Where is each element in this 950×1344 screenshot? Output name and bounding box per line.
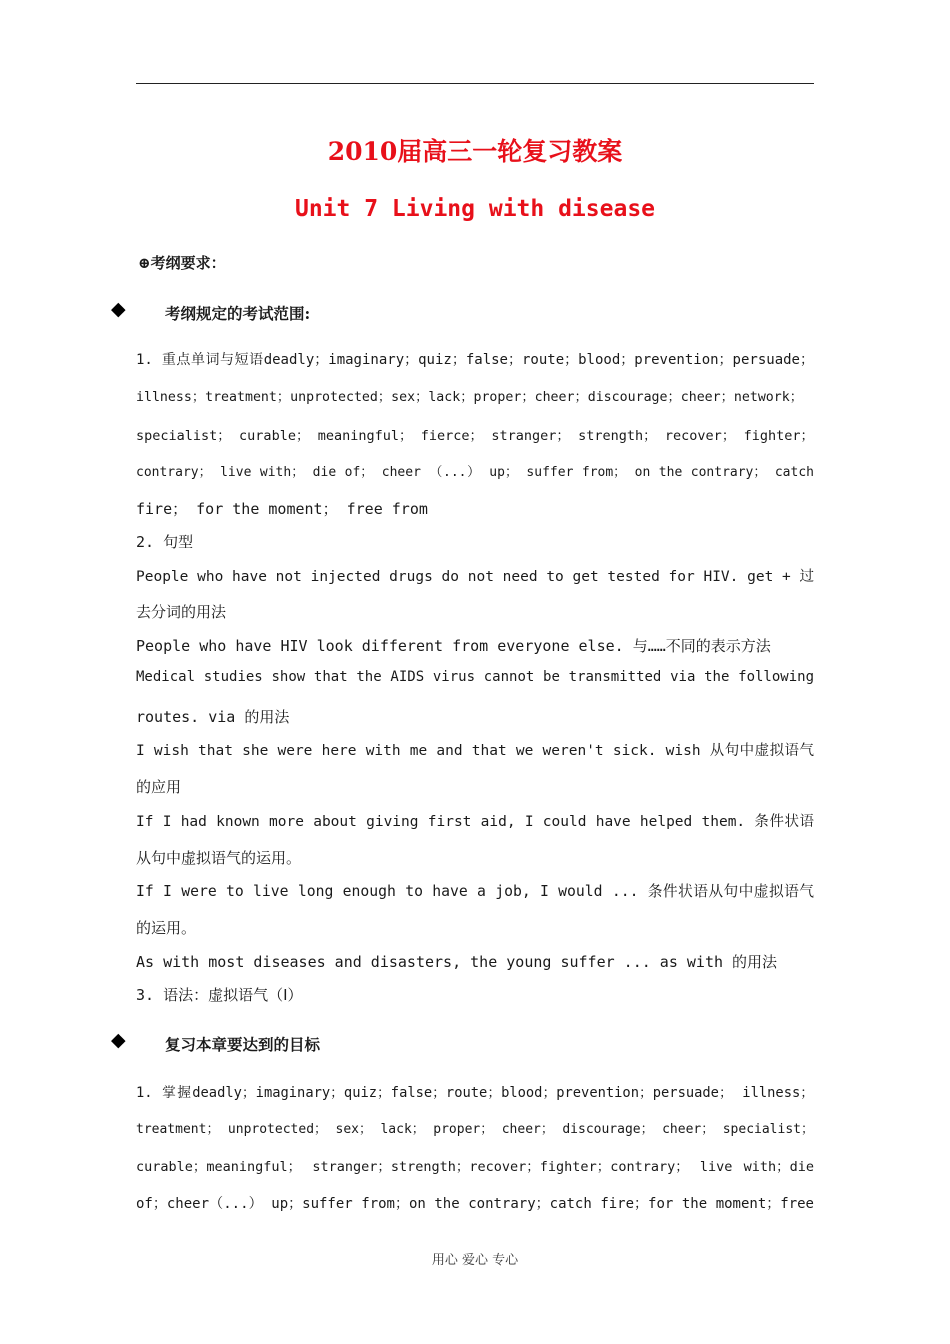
text-line: contrary； live with； die of； cheer （...） up； suffer from； on the contrary； catch (136, 465, 814, 480)
text-line: 1. 掌握deadly；imaginary；quiz；false；route；blood；prevention；persuade； illness； (136, 1085, 814, 1101)
requirements-label: ⊕考纲要求： (138, 254, 226, 272)
text-line: If I had known more about giving first aid, I could have helped them. 条件状语 (136, 814, 814, 830)
text-line: 3. 语法：虚拟语气（Ⅰ） (136, 986, 303, 1004)
text-line: I wish that she were here with me and that we weren't sick. wish 从句中虚拟语气 (136, 743, 814, 759)
text-line: fire； for the moment； free from (136, 500, 428, 518)
text-line: People who have HIV look different from everyone else. 与……不同的表示方法 (136, 637, 771, 655)
text-line: specialist； curable； meaningful； fierce； stranger； strength； recover； fighter； (136, 428, 814, 444)
text-line: 从句中虚拟语气的运用。 (136, 849, 302, 867)
text-line: If I were to live long enough to have a job, I would ... 条件状语从句中虚拟语气 (136, 883, 814, 900)
text-line: As with most diseases and disasters, the young suffer ... as with 的用法 (136, 953, 778, 971)
text-line: routes. via 的用法 (136, 708, 290, 726)
document-title: 2010届高三一轮复习教案 (327, 137, 623, 166)
section-heading-goals: 复习本章要达到的目标 (165, 1035, 321, 1054)
text-line: 的运用。 (136, 919, 197, 937)
text-line: 2. 句型 (136, 533, 194, 551)
diamond-bullet-icon: ◆ (111, 1029, 126, 1051)
text-line: illness；treatment；unprotected；sex；lack；proper；cheer；discourage；cheer；network； (136, 390, 803, 405)
text-line: Medical studies show that the AIDS virus cannot be transmitted via the following (136, 669, 814, 685)
text-line: People who have not injected drugs do not need to get tested for HIV. get + 过 (136, 569, 814, 585)
header-rule (136, 83, 814, 84)
text-line: 的应用 (136, 778, 182, 796)
unit-title: Unit 7 Living with disease (294, 196, 656, 222)
text-line: 去分词的用法 (136, 603, 227, 621)
section-heading-scope: 考纲规定的考试范围: (165, 304, 311, 323)
text-line: of；cheer（...） up；suffer from；on the contrary；catch fire；for the moment；free (136, 1196, 814, 1212)
text-line: treatment； unprotected； sex； lack； proper； cheer； discourage； cheer； specialist； (136, 1122, 814, 1137)
page-footer: 用心 爱心 专心 (431, 1253, 519, 1268)
text-line: curable；meaningful； stranger；strength；recover；fighter；contrary； live with；die (136, 1159, 814, 1175)
text-line: 1. 重点单词与短语deadly；imaginary；quiz；false；route；blood；prevention；persuade； (136, 352, 814, 368)
diamond-bullet-icon: ◆ (111, 298, 126, 320)
